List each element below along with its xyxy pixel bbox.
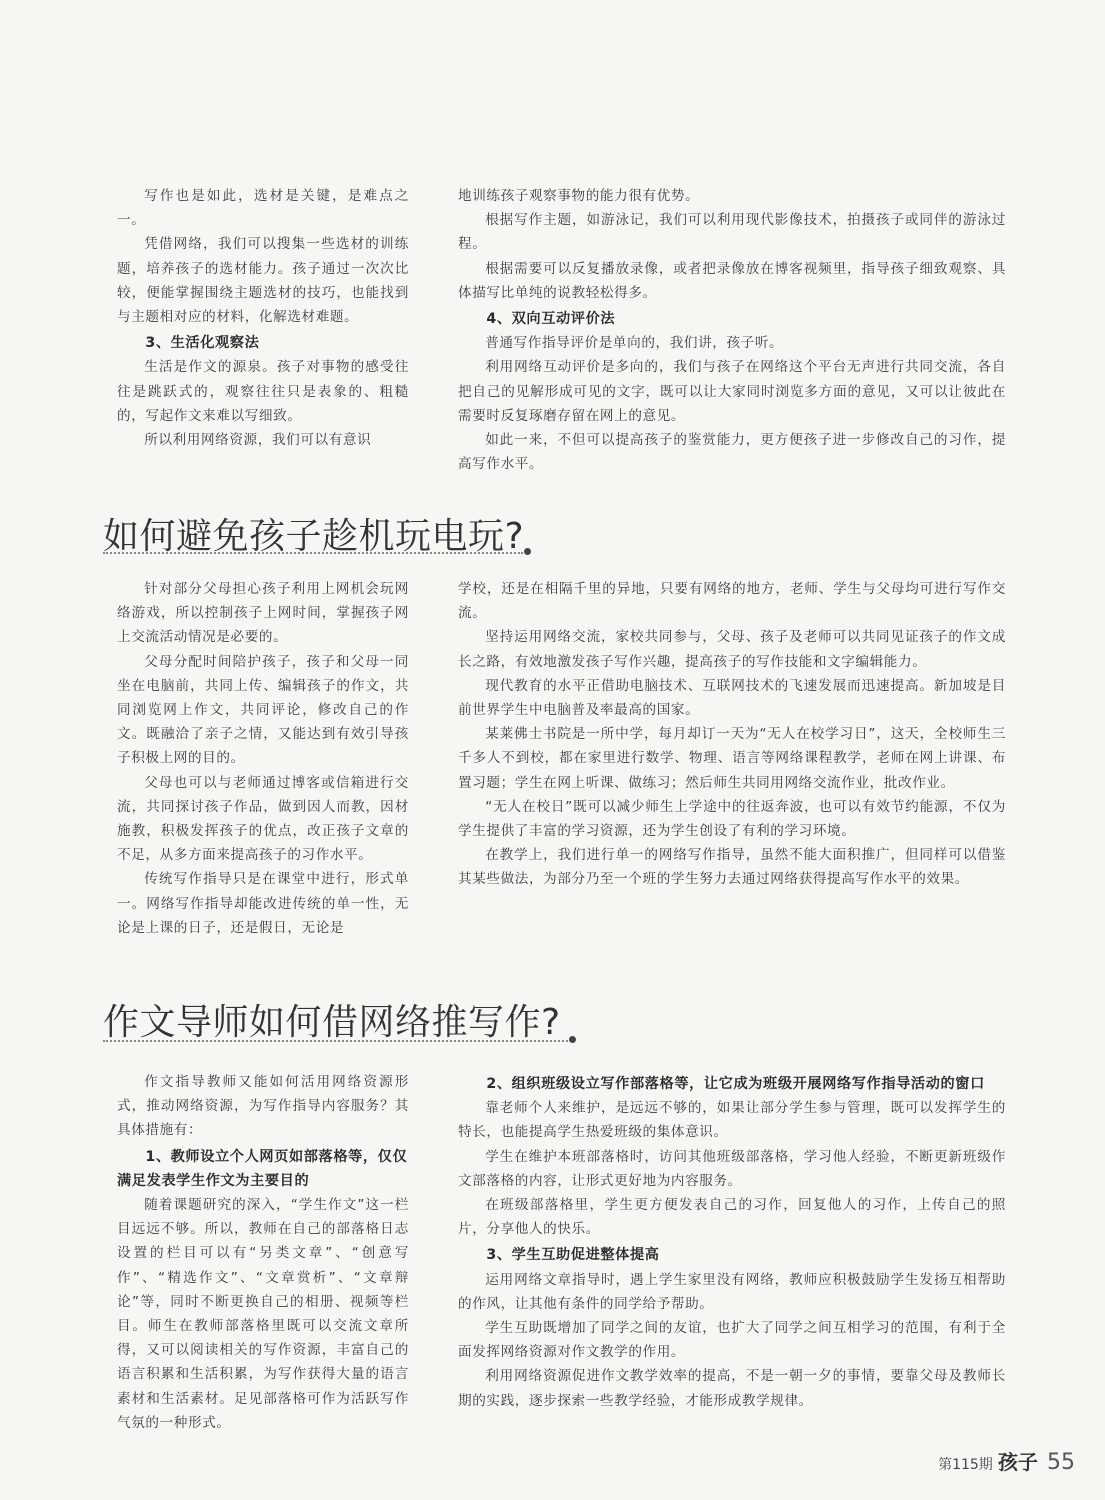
- paragraph: 靠老师个人来维护，是远远不够的，如果让部分学生参与管理，既可以发挥学生的特长，也能提高学生热爱班级的集体意识。: [458, 1100, 1006, 1141]
- paragraph: 针对部分父母担心孩子利用上网机会玩网络游戏，所以控制孩子上网时间，掌握孩子网上交流活动情况是必要的。: [117, 581, 409, 646]
- section2-title: 如何避免孩子趁机玩电玩?: [103, 516, 525, 557]
- subheading: 3、学生互助促进整体提高: [486, 1247, 660, 1264]
- paragraph: 如此一来，不但可以提高孩子的鉴赏能力，更方便孩子进一步修改自己的习作，提高写作水平。: [458, 432, 1006, 473]
- paragraph: 运用网络文章指导时，遇上学生家里没有网络，教师应积极鼓励学生发扬互相帮助的作风，让其他有条件的同学给予帮助。: [458, 1271, 1006, 1312]
- subheading: 1、教师设立个人网页如部落格等，仅仅满足发表学生作文为主要目的: [117, 1148, 408, 1189]
- magazine-name: 孩子: [997, 1450, 1038, 1474]
- section3-title-dot: [569, 1036, 576, 1043]
- paragraph: 父母分配时间陪护孩子，孩子和父母一同坐在电脑前，共同上传、编辑孩子的作文，共同浏览网上作文，共同评论，修改自己的作文。既融洽了亲子之情，又能达到有效引导孩子积极上网的目的。: [117, 653, 409, 767]
- page-number: 55: [1047, 1450, 1075, 1475]
- section2-title-rule: [103, 552, 523, 554]
- paragraph: 作文指导教师又能如何活用网络资源形式，推动网络资源，为写作指导内容服务？其具体措施有：: [117, 1074, 409, 1139]
- section3-title: 作文导师如何借网络推写作?: [103, 1002, 561, 1043]
- section3-right-column: [458, 1070, 1006, 1413]
- paragraph: 传统写作指导只是在课堂中进行，形式单一。网络写作指导却能改进传统的单一性，无论是上课的日子，还是假日，无论是: [117, 871, 409, 936]
- paragraph: 学生互助既增加了同学之间的友谊，也扩大了同学之间互相学习的范围，有利于全面发挥网络资源对作文教学的作用。: [458, 1320, 1006, 1361]
- section2-title-dot: [524, 548, 531, 555]
- paragraph: 利用网络资源促进作文教学效率的提高，不是一朝一夕的事情，要靠父母及教师长期的实践，逐步探索一些教学经验，才能形成教学规律。: [458, 1368, 1006, 1409]
- paragraph: 现代教育的水平正借助电脑技术、互联网技术的飞速发展而迅速提高。新加坡是目前世界学生中电脑普及率最高的国家。: [458, 677, 1006, 719]
- paragraph: 随着课题研究的深入，“学生作文”这一栏目远远不够。所以，教师在自己的部落格日志设置的栏目可以有“另类文章”、“创意写作”、“精选作文”、“文章赏析”、“文章辩论”等，同时不断更换自己的相册、视频等栏目。师生在教师部落格里既可以交流文章所得，又可以阅读相关的写作资源，丰富自己的语言积累和生活积累，为写作获得大量的语言素材和生活素材。足见部落格可作为活跃写作气氛的一种形式。: [117, 1197, 409, 1431]
- top-right-column: [458, 184, 1006, 476]
- paragraph: 写作也是如此，选材是关键，是难点之一。: [117, 188, 409, 229]
- section2-left-column: [117, 577, 409, 940]
- paragraph: 在教学上，我们进行单一的网络写作指导，虽然不能大面积推广，但同样可以借鉴其某些做法，为部分乃至一个班的学生努力去通过网络获得提高写作水平的效果。: [458, 847, 1006, 888]
- page-footer: [938, 1446, 1075, 1475]
- paragraph: 在班级部落格里，学生更方便发表自己的习作，回复他人的习作，上传自己的照片，分享他人的快乐。: [458, 1197, 1006, 1238]
- paragraph: 所以利用网络资源，我们可以有意识: [144, 432, 372, 449]
- paragraph: “无人在校日”既可以减少师生上学途中的往返奔波，也可以有效节约能源，不仅为学生提供了丰富的学习资源，还为学生创设了有利的学习环境。: [458, 798, 1006, 840]
- issue-number: 第115期: [938, 1457, 993, 1473]
- paragraph: 某莱佛士书院是一所中学，每月却订一天为“无人在校学习日”，这天，全校师生三千多人不到校，都在家里进行数学、物理、语言等网络课程教学，老师在网上讲课、布置习题；学生在网上听课、做练习；然后师生共同用网络交流作业，批改作业。: [458, 726, 1006, 791]
- paragraph: 根据需要可以反复播放录像，或者把录像放在博客视频里，指导孩子细致观察、具体描写比单纯的说教轻松得多。: [458, 260, 1006, 301]
- subheading: 2、组织班级设立写作部落格等，让它成为班级开展网络写作指导活动的窗口: [486, 1076, 985, 1092]
- top-left-column: [117, 184, 409, 452]
- section3-title-rule: [103, 1040, 568, 1042]
- paragraph: 凭借网络，我们可以搜集一些选材的训练题，培养孩子的选材能力。孩子通过一次次比较，便能掌握围绕主题选材的技巧，也能找到与主题相对应的材料，化解选材难题。: [117, 236, 409, 326]
- paragraph: 地训练孩子观察事物的能力很有优势。: [458, 188, 700, 204]
- subheading: 4、双向互动评价法: [486, 311, 616, 328]
- section2-right-column: [458, 577, 1006, 892]
- paragraph: 坚持运用网络交流，家校共同参与，父母、孩子及老师可以共同见证孩子的作文成长之路，有效地激发孩子写作兴趣，提高孩子的写作技能和文字编辑能力。: [458, 629, 1006, 670]
- subheading: 3、生活化观察法: [145, 335, 260, 352]
- section3-left-column: [117, 1070, 409, 1435]
- paragraph: 普通写作指导评价是单向的，我们讲，孩子听。: [485, 335, 784, 352]
- paragraph: 学校，还是在相隔千里的异地，只要有网络的地方，老师、学生与父母均可进行写作交流。: [458, 581, 1006, 622]
- paragraph: 利用网络互动评价是多向的，我们与孩子在网络这个平台无声进行共同交流，各自把自己的见解形成可见的文字，既可以让大家同时浏览多方面的意见，又可以让彼此在需要时反复琢磨存留在网上的意见。: [458, 359, 1006, 424]
- paragraph: 生活是作文的源泉。孩子对事物的感受往往是跳跃式的，观察往往只是表象的、粗糙的，写起作文来难以写细致。: [117, 359, 409, 424]
- paragraph: 根据写作主题，如游泳记，我们可以利用现代影像技术，拍摄孩子或同伴的游泳过程。: [458, 212, 1006, 253]
- paragraph: 学生在维护本班部落格时，访问其他班级部落格，学习他人经验，不断更新班级作文部落格的内容，让形式更好地为内容服务。: [458, 1148, 1006, 1189]
- paragraph: 父母也可以与老师通过博客或信箱进行交流，共同探讨孩子作品，做到因人而教，因材施教，积极发挥孩子的优点，改正孩子文章的不足，从多方面来提高孩子的习作水平。: [117, 774, 409, 864]
